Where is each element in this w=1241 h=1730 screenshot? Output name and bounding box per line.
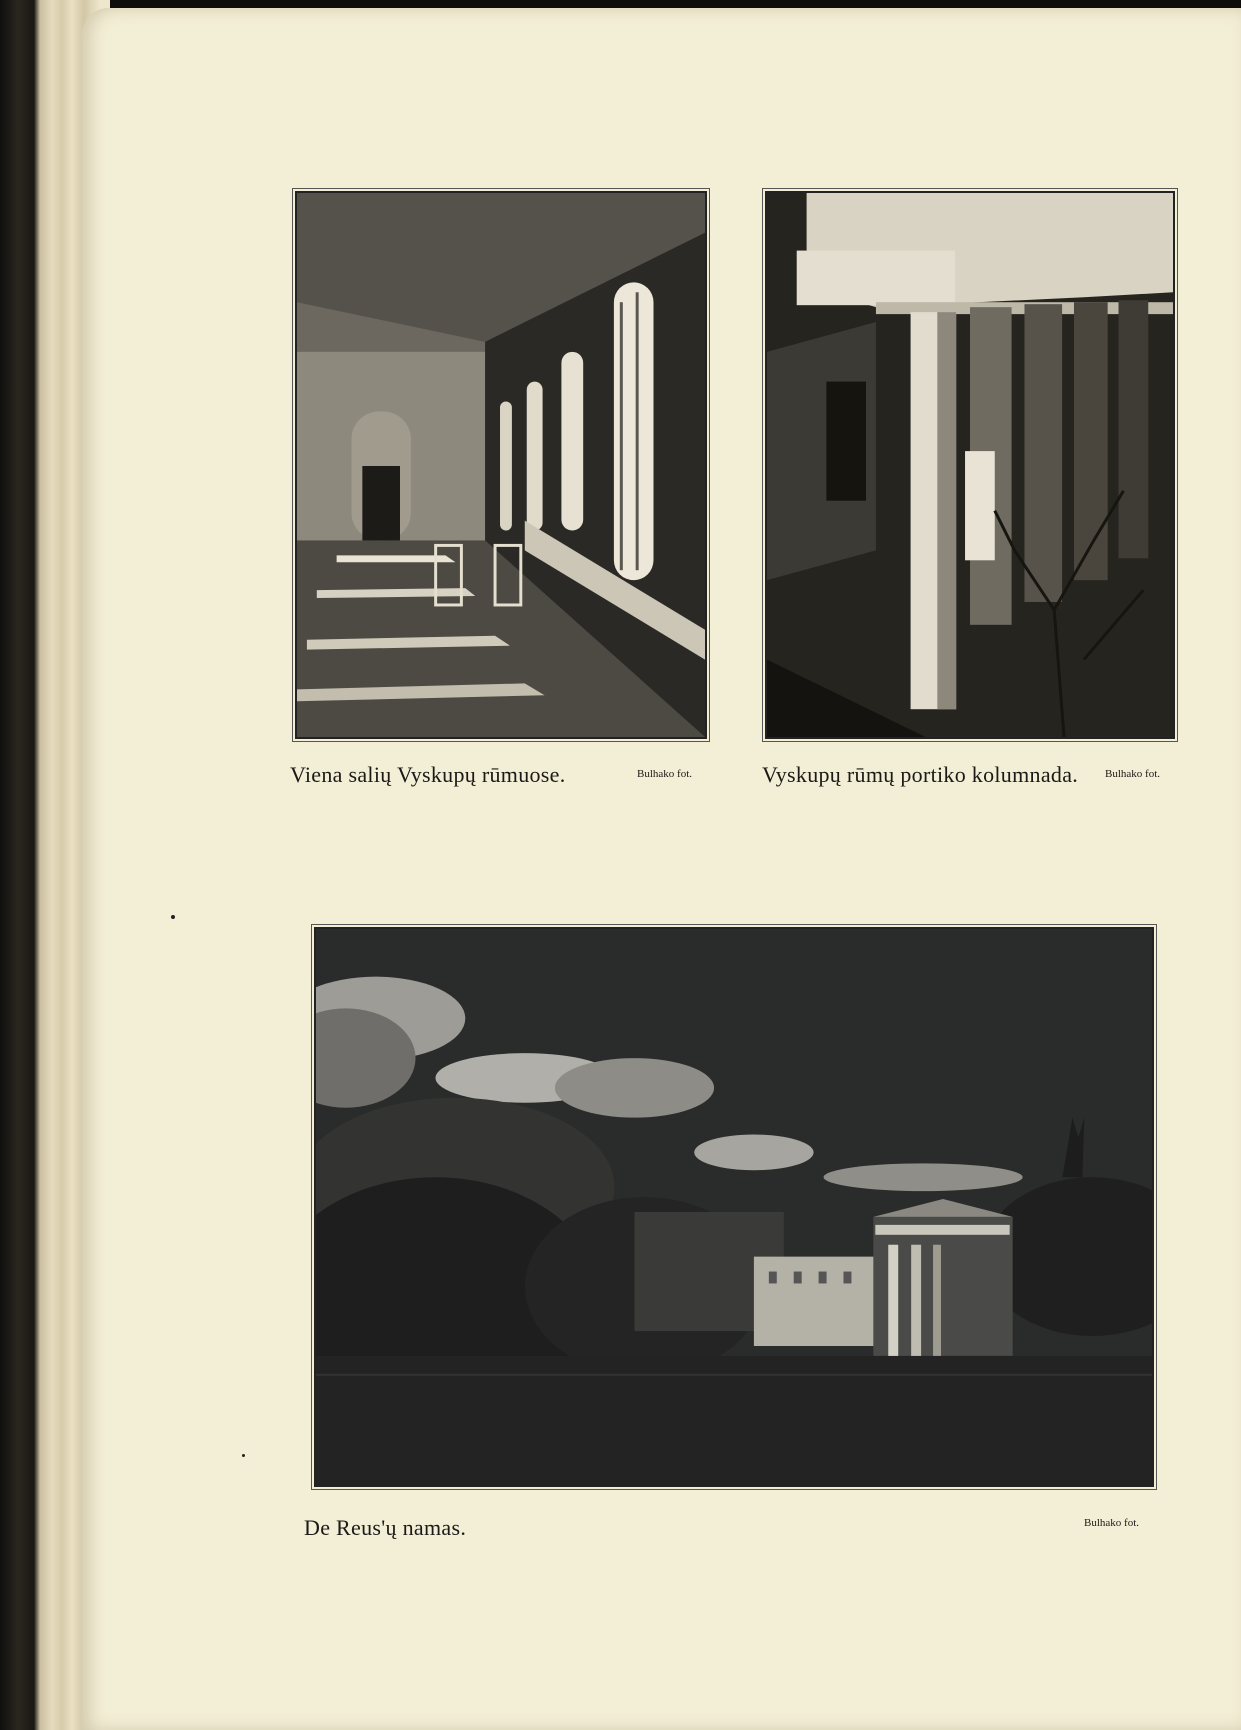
print-speck: [242, 1454, 245, 1457]
de-reus-house-photo: [314, 927, 1154, 1487]
de-reus-house-caption: De Reus'ų namas.: [304, 1515, 467, 1540]
hall-interior-photo-credit: Bulhako fot.: [637, 768, 692, 780]
portico-colonnade-photo: [765, 191, 1175, 739]
print-speck: [171, 915, 175, 919]
portico-colonnade-caption: Vyskupų rūmų portiko kolumnada.: [762, 762, 1079, 787]
hall-interior-caption: Viena salių Vyskupų rūmuose.: [290, 762, 566, 787]
hall-interior-photo: [295, 191, 707, 739]
de-reus-house-photo-credit: Bulhako fot.: [1084, 1517, 1139, 1529]
album-page: [82, 8, 1241, 1730]
portico-colonnade-photo-credit: Bulhako fot.: [1105, 768, 1160, 780]
